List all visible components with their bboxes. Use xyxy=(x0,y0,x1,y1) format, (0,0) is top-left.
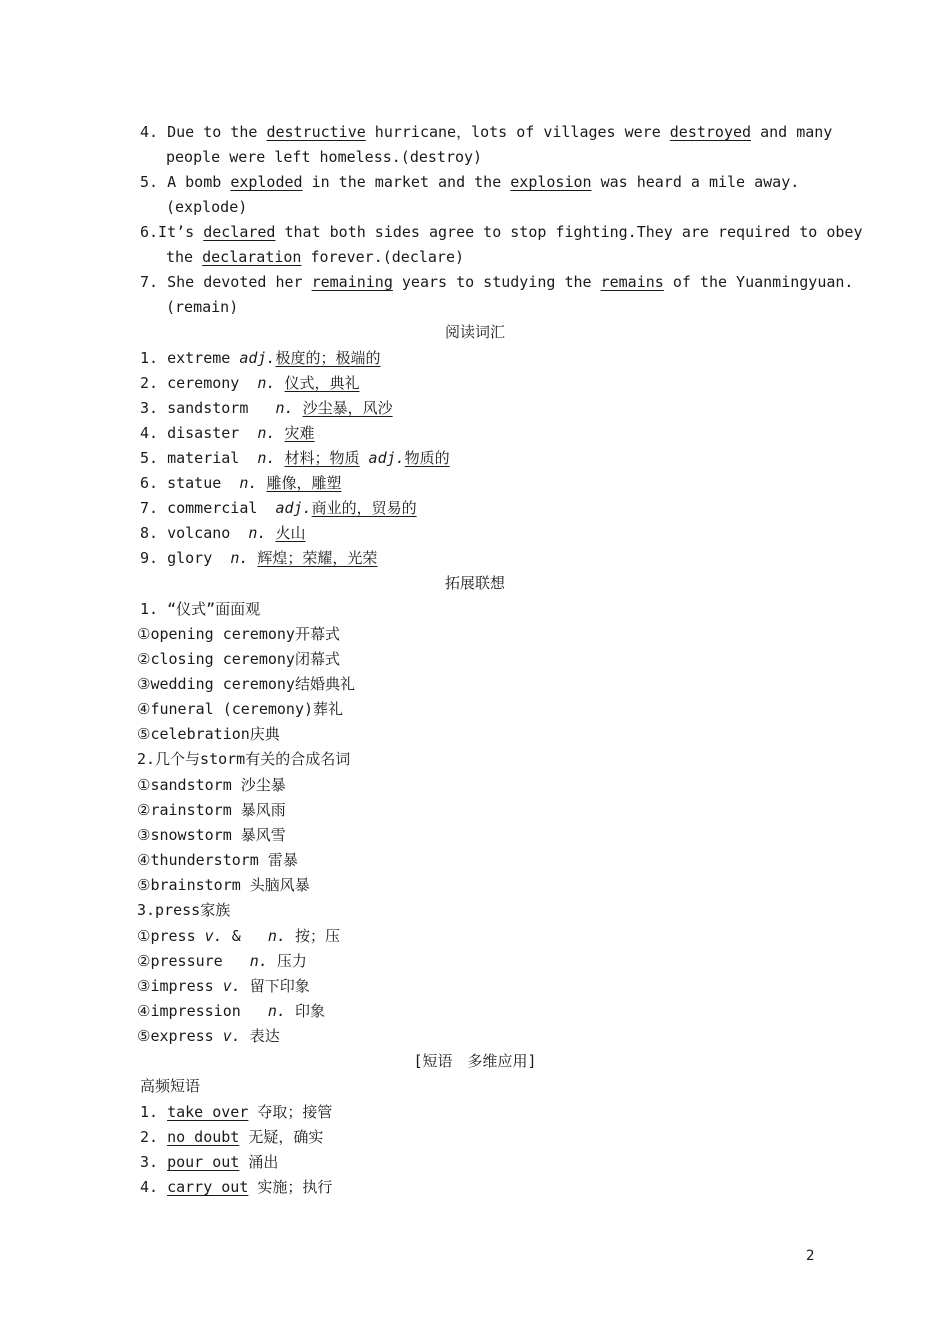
underlined-answer: 物质的 xyxy=(404,449,450,467)
text-line xyxy=(140,1074,200,1099)
text-segment: and many xyxy=(751,123,833,141)
text-segment: 5. material xyxy=(140,449,258,467)
text-line xyxy=(137,722,280,747)
underlined-answer: 灾难 xyxy=(284,424,315,442)
text-segment: 5. A bomb xyxy=(140,173,231,191)
text-segment: ①opening ceremony开幕式 xyxy=(137,625,340,643)
underlined-answer: pour out xyxy=(167,1153,240,1171)
underlined-answer: 沙尘暴，风沙 xyxy=(302,399,393,417)
underlined-answer: carry out xyxy=(167,1178,249,1196)
underlined-answer: declaration xyxy=(202,248,302,266)
text-line xyxy=(140,546,377,571)
text-segment: 留下印象 xyxy=(240,977,310,995)
text-segment: was heard a mile away. xyxy=(591,173,800,191)
underlined-answer: take over xyxy=(167,1103,249,1121)
text-line xyxy=(140,220,862,245)
text-segment: 夺取；接管 xyxy=(248,1103,333,1121)
text-segment: ①press xyxy=(137,927,205,945)
underlined-answer: 雕像，雕塑 xyxy=(266,474,342,492)
text-line xyxy=(140,1175,332,1200)
text-line xyxy=(140,170,799,195)
text-segment: 高频短语 xyxy=(140,1077,201,1095)
text-line xyxy=(137,873,310,898)
text-segment: 实施；执行 xyxy=(248,1178,333,1196)
text-line xyxy=(137,747,350,772)
text-segment xyxy=(360,449,369,467)
text-line xyxy=(137,773,286,798)
section-heading xyxy=(0,571,950,596)
text-line xyxy=(166,145,482,170)
text-line xyxy=(166,295,238,320)
text-line xyxy=(140,521,305,546)
text-segment: ⑤brainstorm 头脑风暴 xyxy=(137,876,310,894)
text-segment: hurricane，lots of villages were xyxy=(365,123,670,141)
part-of-speech: v. xyxy=(204,927,223,945)
text-line xyxy=(140,120,832,145)
part-of-speech: n. xyxy=(230,549,249,567)
text-segment: ②rainstorm 暴风雨 xyxy=(137,801,286,819)
text-line xyxy=(166,195,247,220)
text-segment: (explode) xyxy=(166,198,248,216)
text-line xyxy=(137,823,286,848)
text-line xyxy=(137,622,340,647)
text-line xyxy=(137,974,310,999)
text-segment: ③impress xyxy=(137,977,223,995)
text-segment xyxy=(275,374,284,392)
text-segment: 压力 xyxy=(267,952,307,970)
text-segment: (remain) xyxy=(166,298,239,316)
text-segment: 1. “仪式”面面观 xyxy=(140,600,261,618)
text-segment: years to studying the xyxy=(392,273,601,291)
text-line xyxy=(140,421,315,446)
underlined-answer: 辉煌；荣耀，光荣 xyxy=(257,549,378,567)
text-segment: forever.(declare) xyxy=(301,248,465,266)
part-of-speech: adj. xyxy=(239,349,276,367)
text-segment: the xyxy=(166,248,203,266)
text-line xyxy=(166,245,464,270)
text-segment: 4. Due to the xyxy=(140,123,267,141)
part-of-speech: n. xyxy=(257,374,276,392)
underlined-answer: remaining xyxy=(311,273,393,291)
underlined-answer: 商业的，贸易的 xyxy=(311,499,417,517)
text-line xyxy=(137,848,298,873)
text-segment: of the Yuanmingyuan. xyxy=(663,273,854,291)
part-of-speech: n. xyxy=(267,1002,286,1020)
text-line xyxy=(137,798,286,823)
text-line xyxy=(140,597,260,622)
text-line xyxy=(140,270,853,295)
text-segment: 6.It’s xyxy=(140,223,204,241)
text-segment: 7. She devoted her xyxy=(140,273,312,291)
text-line xyxy=(140,396,393,421)
text-segment: 3.press家族 xyxy=(137,901,231,919)
text-line xyxy=(137,949,307,974)
part-of-speech: v. xyxy=(222,1027,241,1045)
underlined-answer: destructive xyxy=(266,123,366,141)
text-line xyxy=(140,1100,332,1125)
text-segment: 印象 xyxy=(285,1002,325,1020)
section-heading xyxy=(0,1049,950,1074)
text-line xyxy=(140,446,450,471)
text-line xyxy=(140,346,380,371)
text-line xyxy=(137,697,343,722)
part-of-speech: adj. xyxy=(275,499,312,517)
text-segment: 8. volcano xyxy=(140,524,249,542)
underlined-answer: exploded xyxy=(230,173,303,191)
text-segment: ④funeral (ceremony)葬礼 xyxy=(137,700,344,718)
text-segment: 1. extreme xyxy=(140,349,240,367)
underlined-answer: destroyed xyxy=(669,123,752,141)
text-line xyxy=(140,1125,323,1150)
part-of-speech: n. xyxy=(248,524,267,542)
text-segment: 3. xyxy=(140,1153,168,1171)
section-heading xyxy=(0,320,950,345)
text-segment: 1. xyxy=(140,1103,168,1121)
text-segment: that both sides agree to stop fighting.They are required to obey xyxy=(275,223,863,241)
text-segment: [短语 多维应用] xyxy=(413,1052,537,1070)
part-of-speech: n. xyxy=(249,952,268,970)
part-of-speech: adj. xyxy=(368,449,405,467)
text-segment: in the market and the xyxy=(302,173,511,191)
text-line xyxy=(137,999,325,1024)
text-segment: 7. commercial xyxy=(140,499,276,517)
underlined-answer: no doubt xyxy=(167,1128,240,1146)
underlined-answer: explosion xyxy=(510,173,592,191)
part-of-speech: n. xyxy=(239,474,258,492)
text-line xyxy=(137,1024,280,1049)
part-of-speech: n. xyxy=(257,424,276,442)
text-line xyxy=(137,898,230,923)
page-number: 2 xyxy=(806,1248,815,1264)
part-of-speech: n. xyxy=(267,927,286,945)
underlined-answer: declared xyxy=(203,223,276,241)
text-segment: ⑤celebration庆典 xyxy=(137,725,280,743)
text-line xyxy=(140,496,417,521)
text-line xyxy=(140,1150,278,1175)
text-segment: ②pressure xyxy=(137,952,250,970)
part-of-speech: v. xyxy=(222,977,241,995)
underlined-answer: 仪式，典礼 xyxy=(284,374,360,392)
text-segment: 2.几个与storm有关的合成名词 xyxy=(137,750,351,768)
text-segment: ③snowstorm 暴风雪 xyxy=(137,826,286,844)
text-segment: 2. xyxy=(140,1128,168,1146)
underlined-answer: 极度的；极端的 xyxy=(275,349,381,367)
text-segment: people were left homeless.(destroy) xyxy=(166,148,483,166)
underlined-answer: remains xyxy=(600,273,664,291)
text-segment: ②closing ceremony闭幕式 xyxy=(137,650,340,668)
text-line xyxy=(140,471,341,496)
text-segment: 无疑，确实 xyxy=(239,1128,324,1146)
text-segment: ③wedding ceremony结婚典礼 xyxy=(137,675,355,693)
text-segment xyxy=(275,449,284,467)
part-of-speech: n. xyxy=(257,449,276,467)
text-segment: ①sandstorm 沙尘暴 xyxy=(137,776,286,794)
text-segment: 4. xyxy=(140,1178,168,1196)
text-segment: 阅读词汇 xyxy=(444,323,505,341)
text-line xyxy=(137,672,355,697)
text-segment xyxy=(275,424,284,442)
text-segment: & xyxy=(222,927,268,945)
text-segment: ⑤express xyxy=(137,1027,223,1045)
text-segment: ④impression xyxy=(137,1002,268,1020)
text-line xyxy=(137,647,340,672)
underlined-answer: 火山 xyxy=(275,524,306,542)
text-segment: 按；压 xyxy=(285,927,340,945)
text-segment: 3. sandstorm xyxy=(140,399,276,417)
underlined-answer: 材料；物质 xyxy=(284,449,360,467)
text-segment: ④thunderstorm 雷暴 xyxy=(137,851,298,869)
text-segment: 9. glory xyxy=(140,549,231,567)
text-segment: 2. ceremony xyxy=(140,374,258,392)
text-segment: 涌出 xyxy=(239,1153,279,1171)
text-segment: 拓展联想 xyxy=(444,574,505,592)
text-segment: 6. statue xyxy=(140,474,240,492)
text-segment: 表达 xyxy=(240,1027,280,1045)
text-segment: 4. disaster xyxy=(140,424,258,442)
text-line xyxy=(137,924,340,949)
part-of-speech: n. xyxy=(275,399,294,417)
text-segment xyxy=(294,399,303,417)
text-line xyxy=(140,371,360,396)
